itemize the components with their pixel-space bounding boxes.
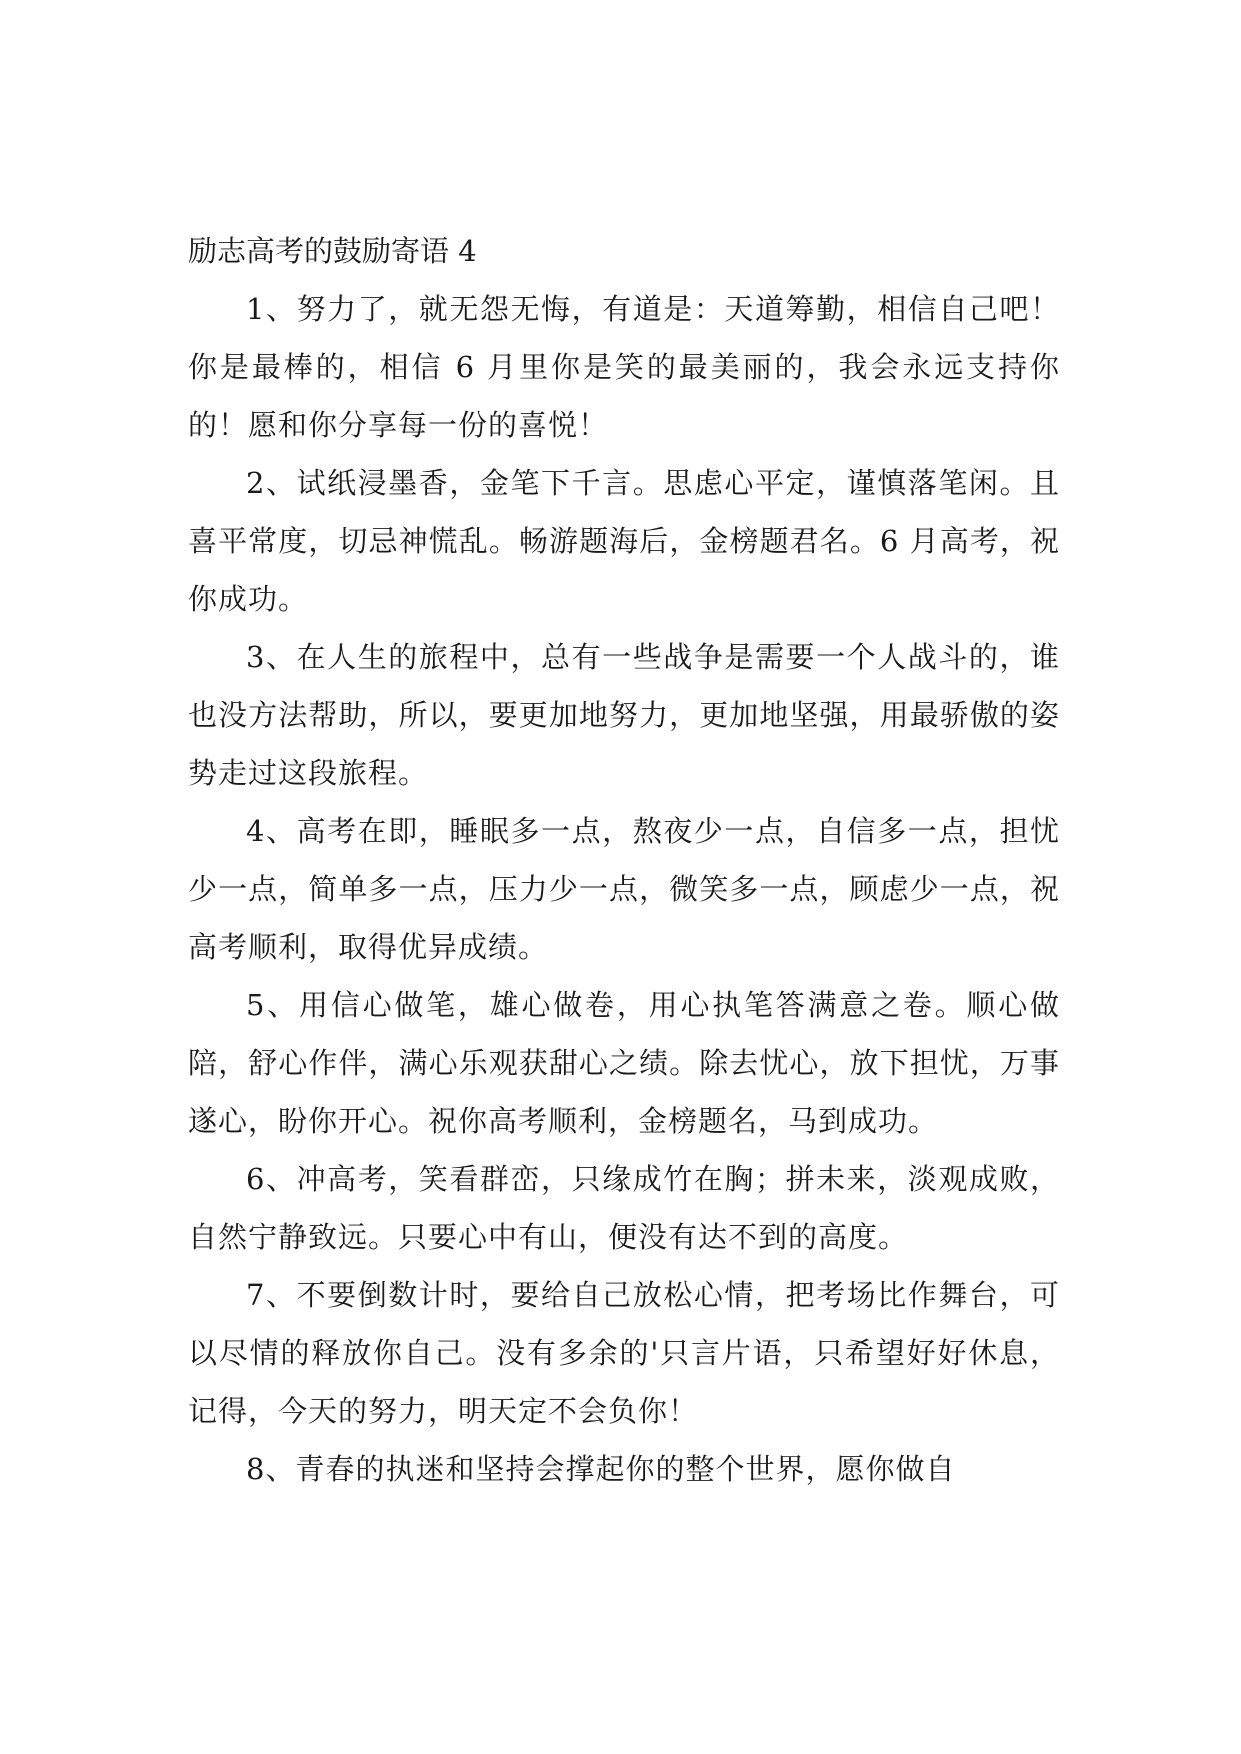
paragraph-6: 6、冲高考，笑看群峦，只缘成竹在胸；拼未来，淡观成败，自然宁静致远。只要心中有山，便没有达不到的高度。 <box>188 1162 1060 1254</box>
paragraph-3: 3、在人生的旅程中，总有一些战争是需要一个人战斗的，谁也没方法帮助，所以，要更加地努力，更加地坚强，用最骄傲的姿势走过这段旅程。 <box>188 640 1060 790</box>
paragraph-7: 7、不要倒数计时，要给自己放松心情，把考场比作舞台，可以尽情的释放你自己。没有多余的'只言片语，只希望好好休息，记得，今天的努力，明天定不会负你！ <box>188 1278 1060 1428</box>
paragraph-5: 5、用信心做笔，雄心做卷，用心执笔答满意之卷。顺心做陪，舒心作伴，满心乐观获甜心之绩。除去忧心，放下担忧，万事遂心，盼你开心。祝你高考顺利，金榜题名，马到成功。 <box>188 988 1060 1138</box>
document-heading: 励志高考的鼓励寄语 4 <box>188 234 477 268</box>
paragraph-8: 8、青春的执迷和坚持会撑起你的整个世界，愿你做自 <box>246 1452 956 1486</box>
paragraph-4: 4、高考在即，睡眠多一点，熬夜少一点，自信多一点，担忧少一点，简单多一点，压力少一点，微笑多一点，顾虑少一点，祝高考顺利，取得优异成绩。 <box>188 814 1060 964</box>
paragraph-2: 2、试纸浸墨香，金笔下千言。思虑心平定，谨慎落笔闲。且喜平常度，切忌神慌乱。畅游题海后，金榜题君名。6 月高考，祝你成功。 <box>188 466 1060 616</box>
paragraph-1: 1、努力了，就无怨无悔，有道是：天道筹勤，相信自己吧！你是最棒的，相信 6 月里你是笑的最美丽的，我会永远支持你的！愿和你分享每一份的喜悦！ <box>188 292 1060 442</box>
document-body <box>188 222 1060 1498</box>
